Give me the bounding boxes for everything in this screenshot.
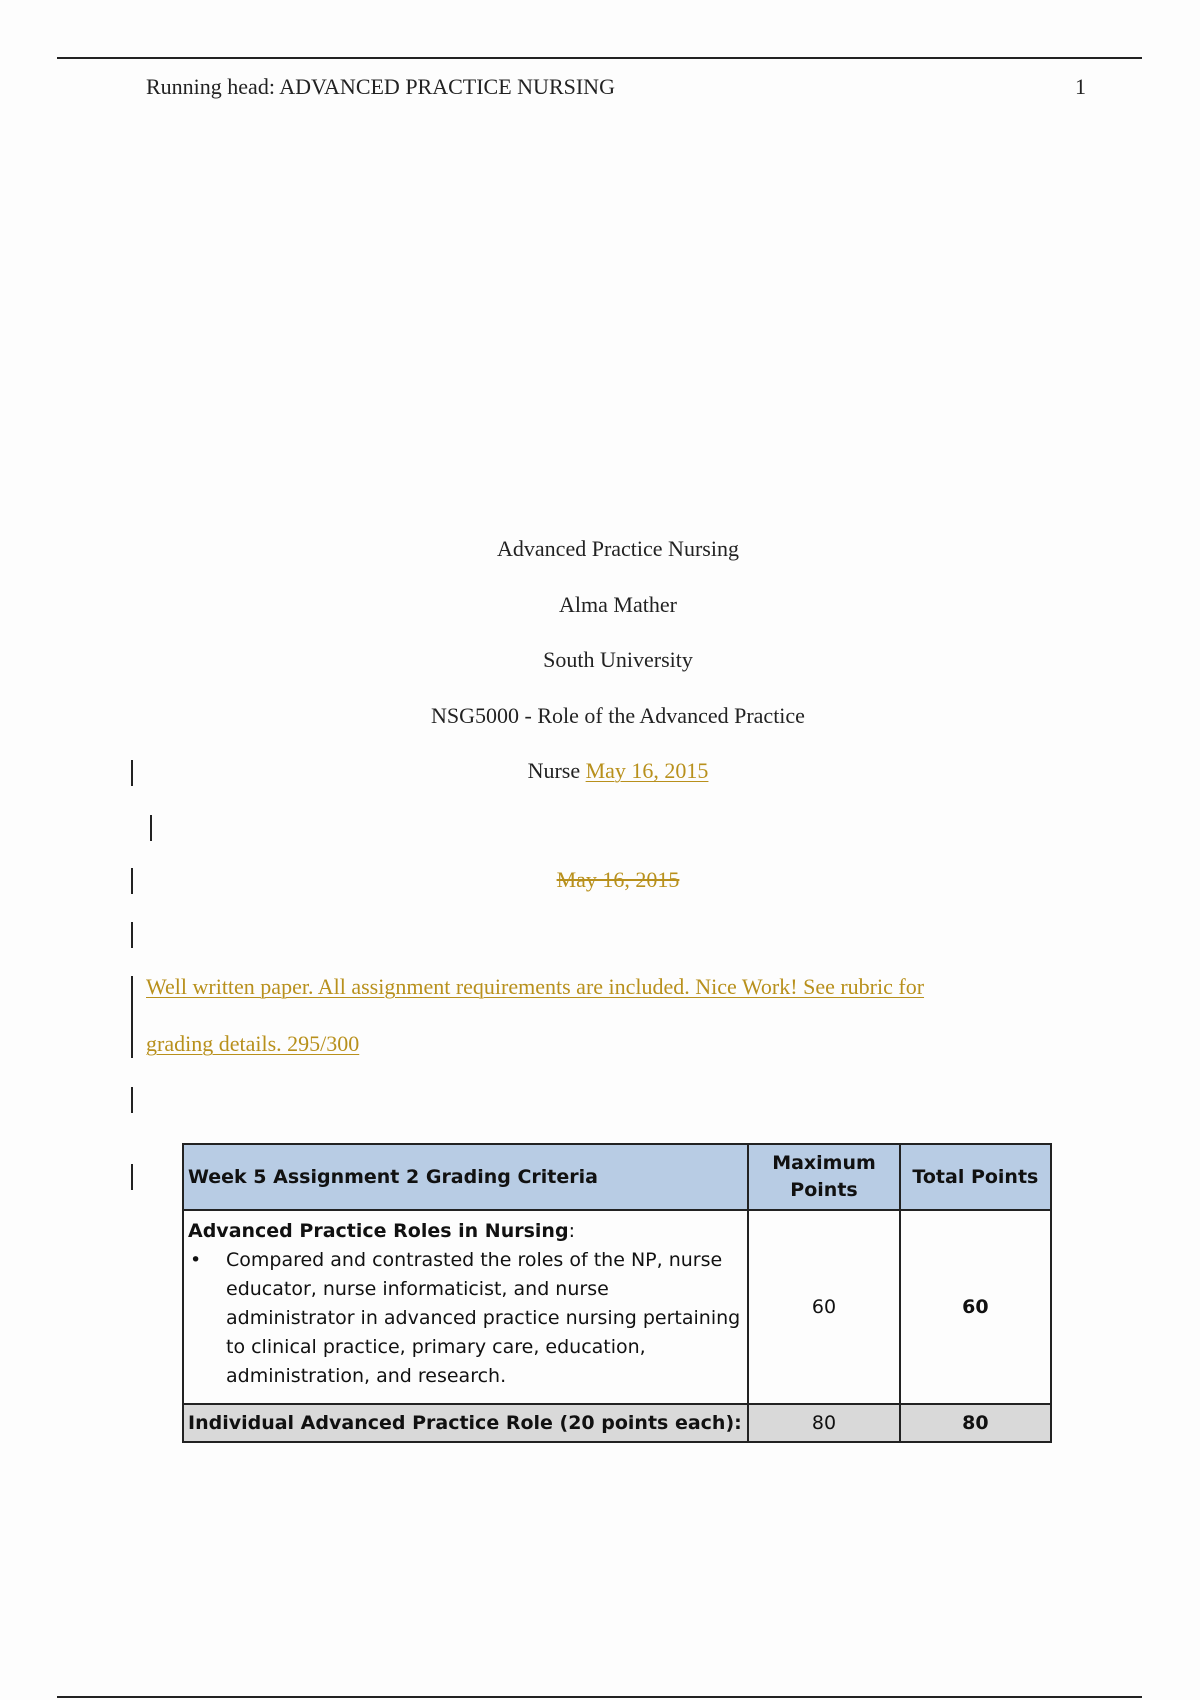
criteria-cell: [183, 1210, 748, 1404]
comment-line-2: grading details. 295/300: [146, 1031, 360, 1056]
change-bar: [131, 760, 133, 786]
deleted-date-line: [0, 867, 1200, 893]
total-points-cell: 80: [900, 1404, 1051, 1442]
header-criteria: Week 5 Assignment 2 Grading Criteria: [183, 1144, 748, 1210]
bullet-icon: •: [190, 1249, 202, 1271]
criteria-heading: [188, 1217, 743, 1246]
max-points-cell: 80: [748, 1404, 900, 1442]
course-name: NSG5000 - Role of the Advanced Practice: [431, 703, 805, 728]
header-max-points: Maximum Points: [748, 1144, 900, 1210]
table-row: [183, 1210, 1051, 1404]
deleted-date: May 16, 2015: [556, 867, 680, 892]
change-bar: [131, 1164, 133, 1190]
inserted-date: May 16, 2015: [585, 758, 709, 783]
author-name: Alma Mather: [559, 592, 677, 617]
change-bar: [131, 868, 133, 894]
bottom-rule: [57, 1696, 1142, 1698]
criteria-bullet-item: [188, 1246, 743, 1391]
change-bar: [131, 922, 133, 948]
change-bar: [131, 976, 133, 1058]
criteria-title: Advanced Practice Roles in Nursing: [188, 1220, 569, 1242]
criteria-title-suffix: :: [568, 1220, 575, 1242]
instructor-comment: [146, 958, 1046, 1072]
max-points-cell: 60: [748, 1210, 900, 1404]
criteria-cell: Individual Advanced Practice Role (20 points each):: [183, 1404, 748, 1442]
table-header-row: [183, 1144, 1051, 1210]
course-name-cont: Nurse: [527, 758, 581, 783]
total-points-cell: 60: [900, 1210, 1051, 1404]
change-bar: [150, 815, 152, 841]
table-row: [183, 1404, 1051, 1442]
paper-title: Advanced Practice Nursing: [497, 536, 739, 561]
criteria-description: Compared and contrasted the roles of the NP, nurse educator, nurse informaticist, and nurse administrator in advanced practice nursing pertaining to clinical practice, primary care, education, administration, and research.: [226, 1249, 741, 1387]
change-bar: [131, 1087, 133, 1113]
comment-line-1: Well written paper. All assignment requirements are included. Nice Work! See rubric for: [146, 974, 925, 999]
page-number: 1: [1075, 74, 1086, 99]
grading-table: [182, 1143, 1052, 1443]
header-total-points: Total Points: [900, 1144, 1051, 1210]
institution-name: South University: [543, 647, 693, 672]
course-line-2: [0, 758, 1200, 784]
running-head: Running head: ADVANCED PRACTICE NURSING: [146, 74, 615, 99]
top-rule: [57, 57, 1142, 59]
